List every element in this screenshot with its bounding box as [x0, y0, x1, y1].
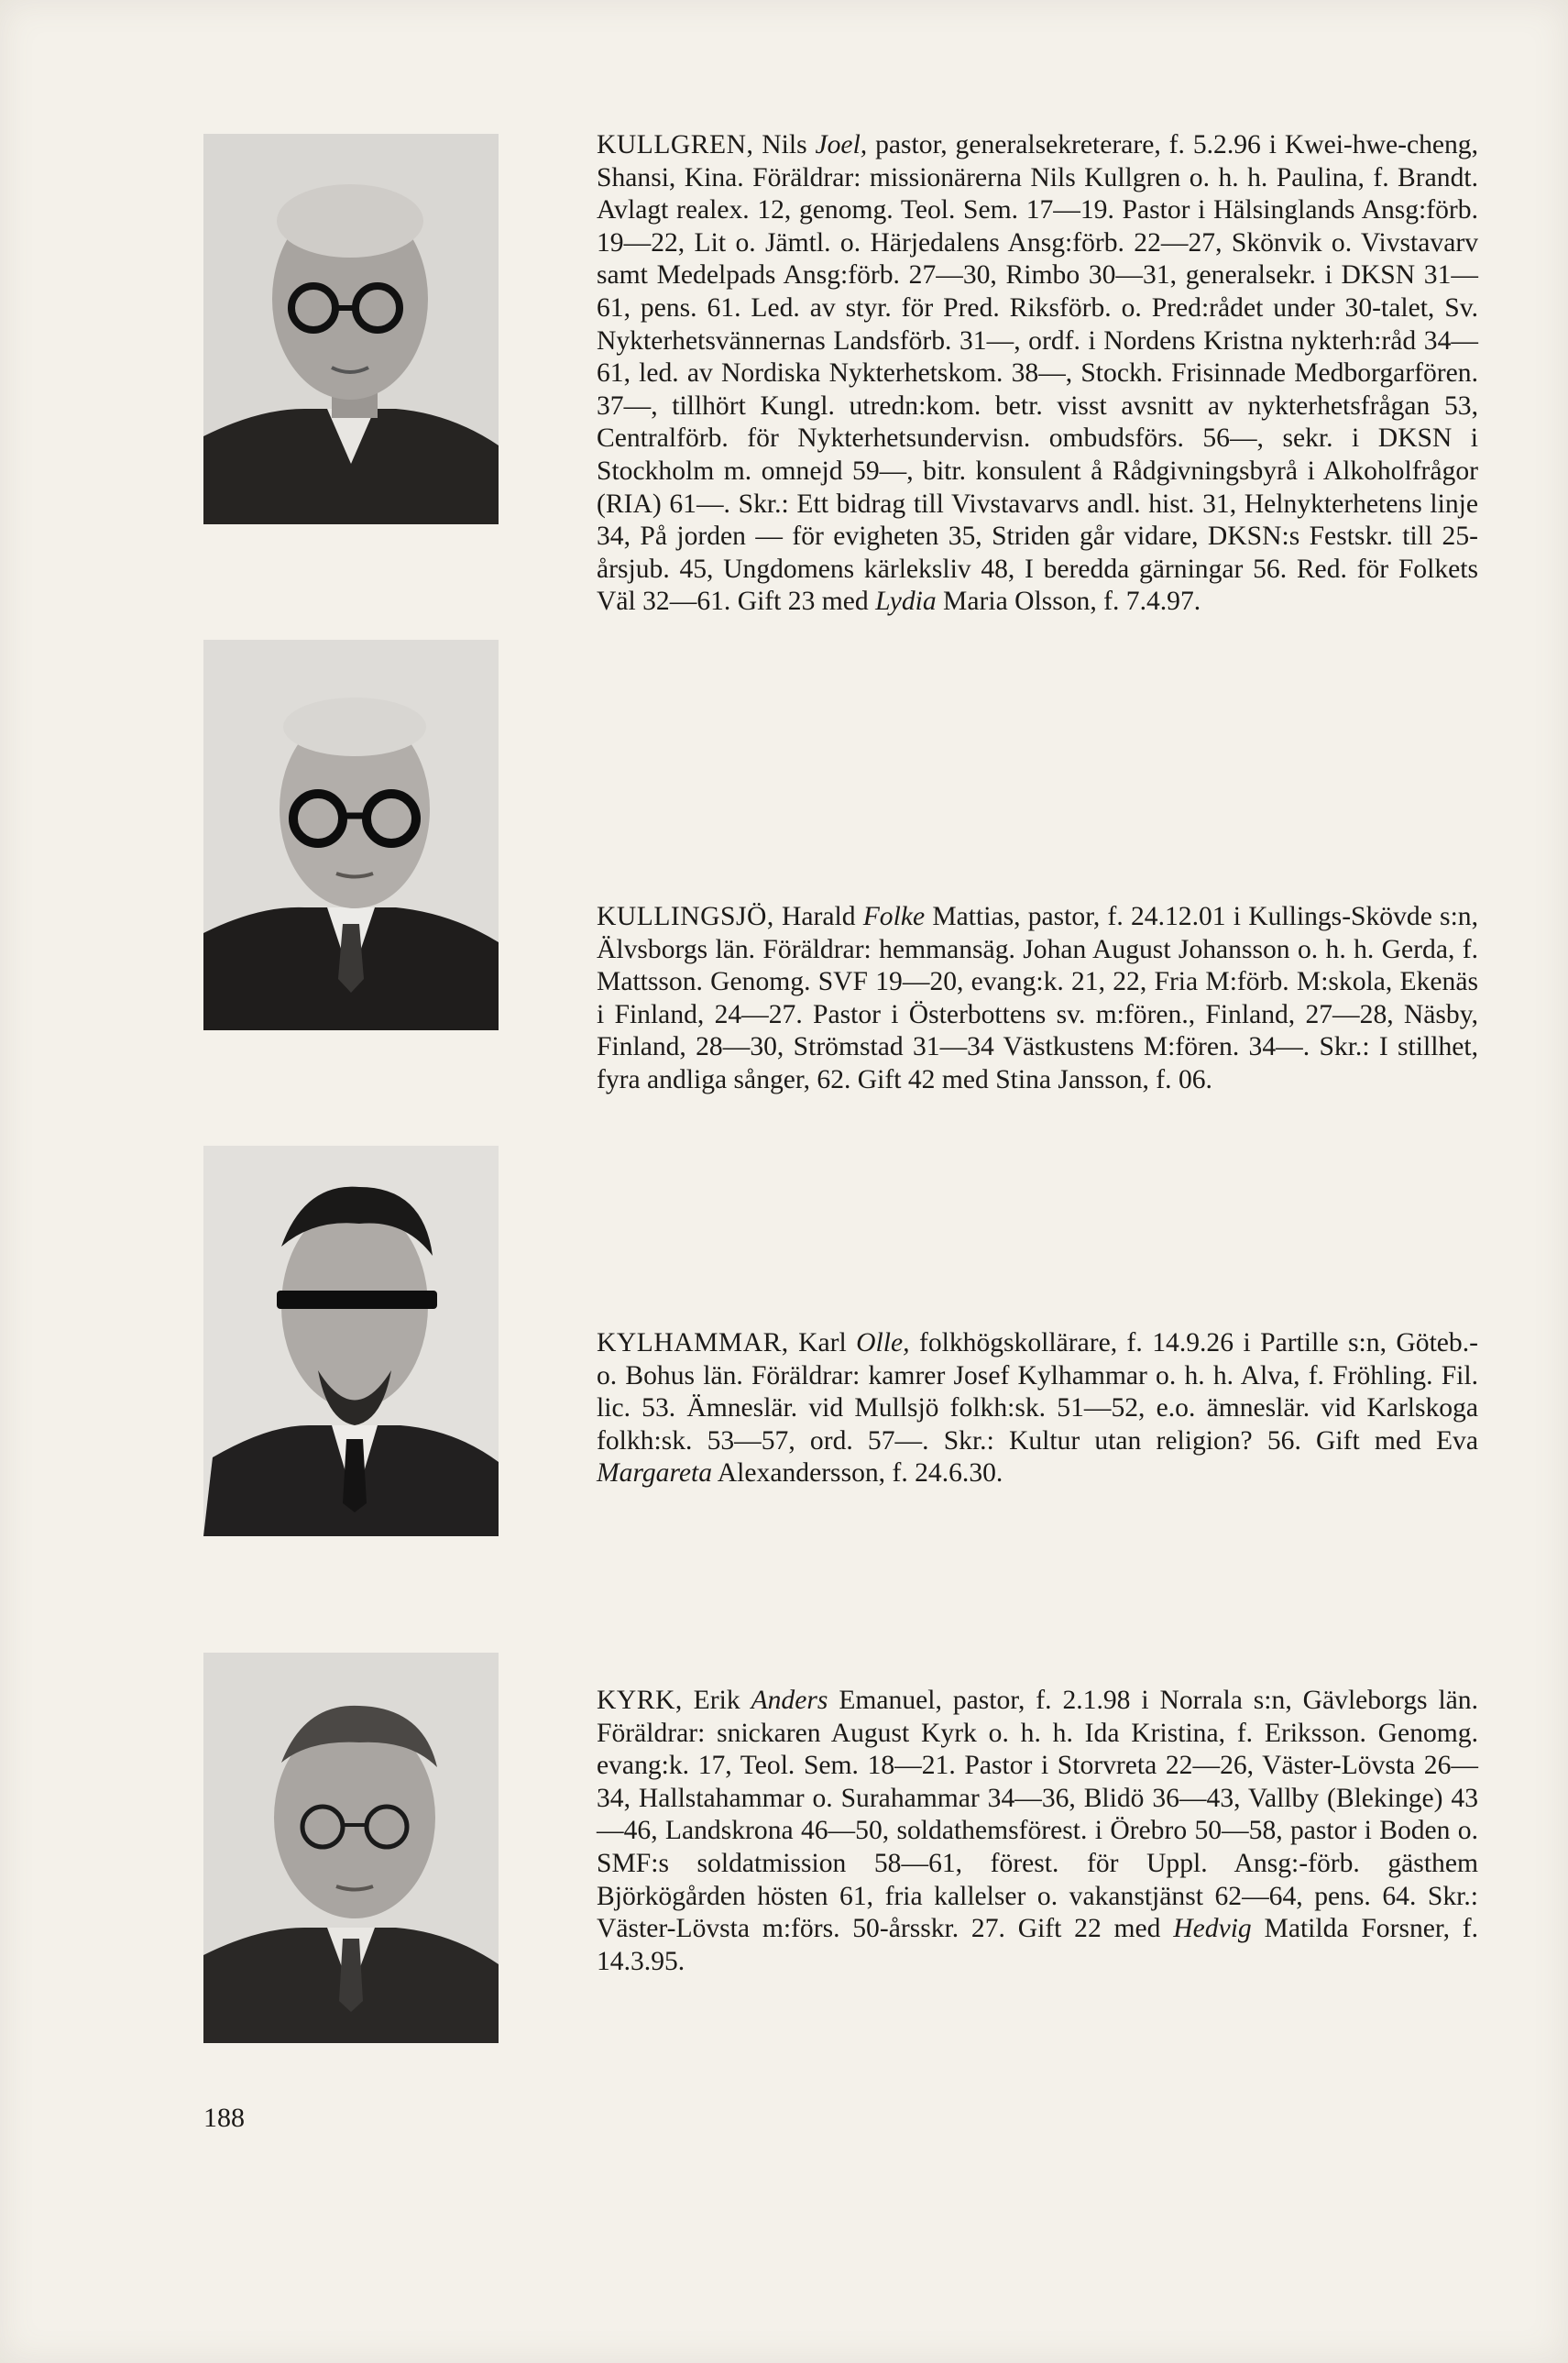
portrait-image: [203, 1653, 499, 2043]
page-number: 188: [203, 2103, 245, 2133]
portrait-photo: [203, 640, 499, 1030]
biography-text: [597, 901, 1478, 1097]
biography-body: Mattias, pastor, f. 24.12.01 i Kullings-Skövde s:n, Älvsborgs län. Föräldrar: hemmansäg. Johan August Johansson o. h. h. Gerda, f. Mattsson. Genomg. SVF 19—20, evang:k. 21, 22, Fria M:förb. M:skola, Ekenäs i Finland, 24—27. Pastor i Österbottens sv. m:fören., Finland, 27—28, Näsby, Finland, 28—30, Strömstad 31—34 Västkustens M:fören. 34—. Skr.: I stillhet, fyra andliga sånger, 62. Gift 42 med Stina Jansson, f. 06.: [597, 902, 1478, 1094]
biography-text: [597, 129, 1478, 619]
spouse-called-name: Margareta: [597, 1458, 713, 1489]
biography-tail: Maria Olsson, f. 7.4.97.: [936, 587, 1201, 617]
given-names: Harald: [773, 902, 863, 931]
called-name: Folke: [862, 902, 926, 931]
portrait-photo: [203, 1146, 499, 1536]
spouse-called-name: Lydia: [875, 587, 937, 617]
portrait-photo: [203, 134, 499, 524]
biography-text: [597, 1685, 1478, 1978]
given-names: Nils: [753, 130, 816, 159]
biography-body: folkhögskollärare, f. 14.9.26 i Partille s:n, Göteb.- o. Bohus län. Föräldrar: kamrer Josef Kylhammar o. h. h. Alva, f. Fröhling. Fil. lic. 53. Ämneslär. vid Mullsjö folkh:sk. 51—52, e.o. ämneslär. vid Karlskoga folkh:sk. 53—57, ord. 57—. Skr.: Kultur utan religion? 56. Gift med Eva: [597, 1328, 1478, 1456]
portrait-photo: [203, 1653, 499, 2043]
surname: KYRK,: [597, 1686, 683, 1715]
portrait-image: [203, 134, 499, 524]
called-name: Olle,: [856, 1328, 910, 1357]
portrait-image: [203, 640, 499, 1030]
called-name: Anders: [751, 1686, 828, 1715]
surname: KULLINGSJÖ,: [597, 902, 774, 931]
surname: KYLHAMMAR,: [597, 1328, 789, 1357]
surname: KULLGREN,: [597, 130, 754, 159]
biography-tail: Matilda Forsner, f. 14.3.95.: [597, 1914, 1479, 1976]
portrait-image: [203, 1146, 499, 1536]
biography-tail: Alexandersson, f. 24.6.30.: [712, 1458, 1003, 1489]
spouse-called-name: Hedvig: [1173, 1914, 1252, 1944]
biography-body: pastor, generalsekreterare, f. 5.2.96 i Kwei-hwe-cheng, Shansi, Kina. Föräldrar: missionärerna Nils Kullgren o. h. h. Paulina, f. Brandt. Avlagt realex. 12, genomg. Teol. Sem. 17—19. Pastor i Hälsinglands Ansg:förb. 19—22, Lit o. Jämtl. o. Härjedalens Ansg:förb. 22—27, Skönvik o. Vivstavarv samt Medelpads Ansg:förb. 27—30, Rimbo 30—31, generalsekr. i DKSN 31—61, pens. 61. Led. av styr. för Pred. Riksförb. o. Pred:rådet under 30-talet, Sv. Nykterhetsvännernas Landsförb. 31—, ordf. i Nordens Kristna nykterh:råd 34—61, led. av Nordiska Nykterhetskom. 38—, Stockh. Frisinnade Medborgarfören. 37—, tillhört Kungl. utredn:kom. betr. visst avsnitt av nykterhetsfrågan 53, Centralförb. för Nykterhetsundervisn. ombudsförs. 56—, sekr. i DKSN i Stockholm m. omnejd 59—, bitr. konsulent å Rådgivningsbyrå i Alkoholfrågor (RIA) 61—. Skr.: Ett bidrag till Vivstavarvs andl. hist. 31, Helnykterhetens linje 34, På jorden — för evigheten 35, Striden går vidare, DKSN:s Festskr. till 25-årsjub. 45, Ungdomens kärleksliv 48, I beredda gärningar 56. Red. för Folkets Väl 32—61. Gift 23 med: [597, 130, 1479, 617]
biography-body: Emanuel, pastor, f. 2.1.98 i Norrala s:n, Gävleborgs län. Föräldrar: snickaren August Kyrk o. h. h. Ida Kristina, f. Eriksson. Genomg. evang:k. 17, Teol. Sem. 18—21. Pastor i Storvreta 22—26, Väster-Lövsta 26—34, Hallstahammar o. Surahammar 34—36, Blidö 36—43, Vallby (Blekinge) 43—46, Landskrona 46—50, soldathemsförest. i Örebro 50—58, pastor i Boden o. SMF:s soldatmission 58—61, förest. för Uppl. Ansg:-förb. gästhem Björkögården hösten 61, fria kallelser o. vakanstjänst 62—64, pens. 64. Skr.: Väster-Lövsta m:förs. 50-årsskr. 27. Gift 22 med: [597, 1686, 1478, 1944]
given-names: Karl: [788, 1328, 857, 1357]
given-names: Erik: [682, 1686, 751, 1715]
biography-text: [597, 1327, 1478, 1490]
called-name: Joel,: [815, 130, 868, 159]
